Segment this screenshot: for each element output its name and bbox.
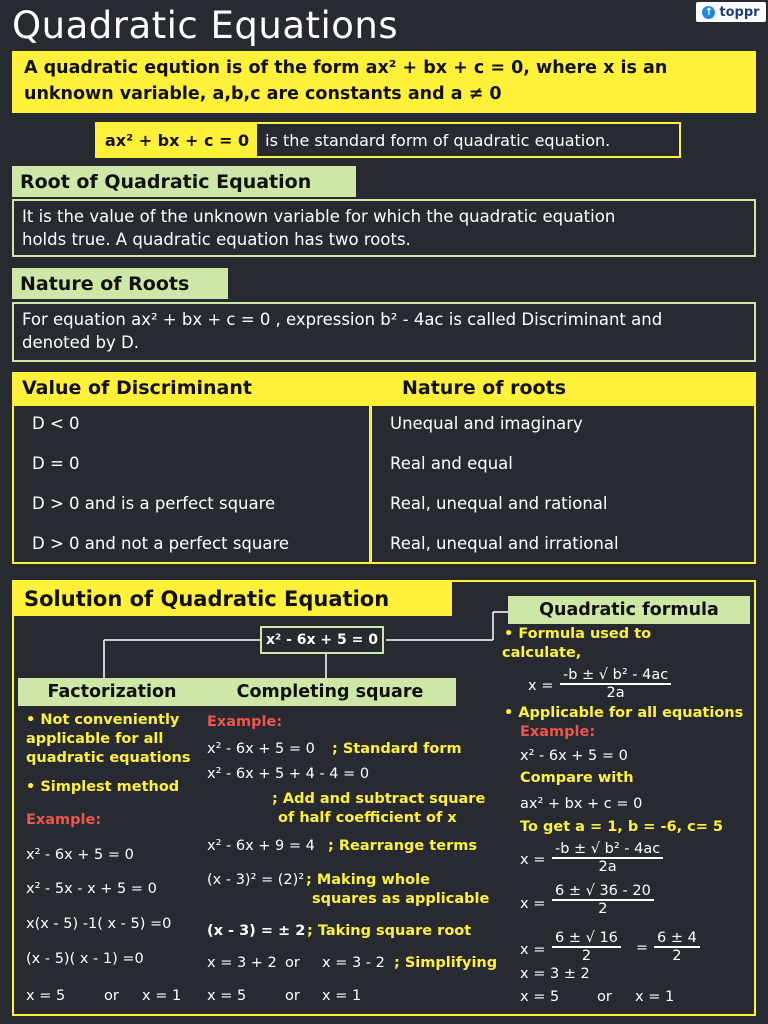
nature-text: For equation ax² + bx + c = 0 , expression b² - 4ac is called Discriminant and [22, 310, 663, 329]
completing-note: ; Rearrange terms [328, 838, 477, 854]
example-label: Example: [207, 714, 283, 730]
formula-bullet: calculate, [502, 645, 582, 661]
completing-note: ; Taking square root [307, 923, 472, 939]
formula-equals: = [636, 940, 649, 956]
table-cell: Real and equal [390, 454, 513, 473]
completing-note: ; Simplifying [394, 955, 498, 971]
completing-note: squares as applicable [312, 891, 490, 907]
factorization-step: x(x - 5) -1( x - 5) =0 [26, 916, 172, 932]
completing-note: ; Add and subtract square [272, 791, 486, 807]
formula-result: x = 1 [635, 989, 675, 1005]
quadratic-formula-heading: Quadratic formula [508, 596, 750, 624]
table-cell: D < 0 [32, 414, 80, 433]
column-header: Nature of roots [402, 377, 567, 399]
factorization-bullet: applicable for all [26, 731, 164, 747]
formula-numerator: -b ± √ b² - 4ac [560, 667, 671, 685]
formula-result: x = 3 ± 2 [520, 966, 590, 982]
factorization-step: x² - 5x - x + 5 = 0 [26, 881, 157, 897]
completing-step: x² - 6x + 5 + 4 - 4 = 0 [207, 766, 370, 782]
example-label: Example: [520, 724, 596, 740]
definition-line: A quadratic eqution is of the form ax² + bx + c = 0, where x is an [24, 58, 668, 78]
completing-step: x = 3 + 2 [207, 955, 277, 971]
root-text: holds true. A quadratic equation has two roots. [22, 230, 411, 249]
standard-form-text: is the standard form of quadratic equation. [265, 130, 611, 150]
factorization-step: (x - 5)( x - 1) =0 [26, 951, 144, 967]
formula-fraction [552, 883, 654, 917]
completing-step: x = 1 [322, 988, 362, 1004]
completing-step: x = 5 [207, 988, 247, 1004]
page-title: Quadratic Equations [12, 4, 399, 47]
root-heading: Root of Quadratic Equation [12, 166, 356, 197]
example-label: Example: [26, 812, 102, 828]
completing-step: (x - 3)² = (2)² [207, 872, 305, 888]
factorization-step: x = 5 [26, 988, 66, 1004]
factorization-step: x² - 6x + 5 = 0 [26, 847, 134, 863]
table-cell: D > 0 and not a perfect square [32, 534, 290, 553]
factorization-step: x = 1 [142, 988, 182, 1004]
table-cell: Real, unequal and rational [390, 494, 608, 513]
table-cell: Unequal and imaginary [390, 414, 583, 433]
formula-x: x = [528, 678, 554, 694]
table-cell: Real, unequal and irrational [390, 534, 619, 553]
formula-x: x = [520, 942, 546, 958]
factorization-step: or [104, 988, 119, 1004]
formula-step: x² - 6x + 5 = 0 [520, 748, 628, 764]
table-cell: D > 0 and is a perfect square [32, 494, 276, 513]
formula-denominator: 2 [581, 948, 592, 964]
formula-x: x = [520, 896, 546, 912]
formula-fraction [560, 667, 671, 701]
table-cell: D = 0 [32, 454, 80, 473]
completing-note: ; Making whole [306, 872, 430, 888]
formula-denominator: 2a [598, 859, 617, 875]
completing-step: x² - 6x + 5 = 0 [207, 741, 315, 757]
formula-result: or [597, 989, 612, 1005]
completing-note: ; Standard form [332, 741, 462, 757]
formula-result: x = 5 [520, 989, 560, 1005]
formula-denominator: 2a [606, 685, 625, 701]
formula-numerator: -b ± √ b² - 4ac [552, 841, 663, 859]
completing-note: of half coefficient of x [278, 810, 457, 826]
completing-step: or [285, 988, 300, 1004]
completing-step: (x - 3) = ± 2 [207, 923, 306, 939]
arrow-up-icon: ↑ [702, 6, 715, 19]
formula-denominator: 2 [672, 948, 682, 964]
formula-step: To get a = 1, b = -6, c= 5 [520, 819, 724, 835]
nature-text: denoted by D. [22, 333, 139, 352]
completing-step: x² - 6x + 9 = 4 [207, 838, 315, 854]
factorization-heading: Factorization [18, 678, 206, 706]
formula-numerator: 6 ± √ 36 - 20 [552, 883, 654, 901]
formula-denominator: 2 [598, 901, 608, 917]
factorization-bullet: quadratic equations [26, 750, 191, 766]
formula-fraction [552, 930, 621, 964]
formula-fraction [552, 841, 663, 875]
formula-x: x = [520, 852, 546, 868]
solution-heading: Solution of Quadratic Equation [14, 582, 452, 616]
completing-square-heading: Completing square [204, 678, 456, 706]
center-equation: x² - 6x + 5 = 0 [260, 626, 384, 654]
root-text: It is the value of the unknown variable for which the quadratic equation [22, 207, 616, 226]
completing-step: x = 3 - 2 [322, 955, 385, 971]
formula-step: Compare with [520, 770, 634, 786]
brand-name: toppr [719, 4, 760, 20]
column-header: Value of Discriminant [22, 377, 252, 399]
formula-bullet: • Formula used to [504, 626, 652, 642]
nature-heading: Nature of Roots [12, 268, 228, 299]
formula-numerator: 6 ± 4 [654, 930, 700, 948]
factorization-bullet: • Simplest method [26, 779, 180, 795]
formula-bullet: • Applicable for all equations [504, 705, 744, 721]
formula-numerator: 6 ± √ 16 [552, 930, 621, 948]
formula-step: ax² + bx + c = 0 [520, 796, 643, 812]
formula-fraction [654, 930, 700, 964]
factorization-bullet: • Not conveniently [26, 712, 180, 728]
standard-form-equation: ax² + bx + c = 0 [97, 124, 257, 156]
completing-step: or [285, 955, 300, 971]
definition-line: unknown variable, a,b,c are constants and a ≠ 0 [24, 84, 502, 104]
